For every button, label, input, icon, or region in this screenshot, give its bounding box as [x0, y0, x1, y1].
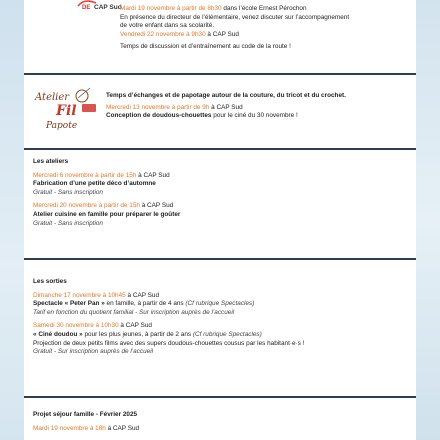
sortie-place: à CAP Sud	[125, 291, 160, 299]
ateliers-section	[24, 158, 425, 228]
item-title: Atelier cuisine en famille pour préparer le goûter	[33, 210, 181, 218]
item-note: Gratuit - Sans inscription	[33, 219, 103, 227]
event-date: Mardi 19 novembre à partir de 8h30	[120, 5, 222, 12]
item-note: Gratuit - Sans inscription	[33, 188, 103, 196]
section-heading: Les ateliers	[33, 158, 69, 165]
item-date: Mercredi 6 novembre à partir de 15h	[33, 171, 137, 179]
event-date: Vendredi 22 novembre à 9h30	[120, 30, 206, 38]
sortie-date: Dimanche 17 novembre à 10h45	[33, 291, 126, 299]
atelier-title: Temps d’échanges et de papotage autour de la couture, du tricot et du crochet.	[106, 92, 346, 99]
divider	[24, 396, 416, 398]
svg-text:Atelier: Atelier	[35, 92, 70, 103]
section-heading: Projet séjour famille - Février 2025	[33, 411, 138, 418]
sortie-desc: en famille, à partir de 4 ans	[104, 300, 184, 308]
divider	[24, 258, 416, 260]
projet-date-line	[33, 425, 425, 434]
atelier-place: à CAP Sud	[209, 103, 243, 111]
item-date: Mercredi 20 novembre à partir de 15h	[33, 202, 140, 210]
projet-section	[24, 411, 425, 433]
background-left-panel	[0, 0, 24, 440]
projet-date: Mardi 19 novembre à 18h	[33, 424, 106, 432]
sorties-section	[24, 278, 425, 357]
document-page	[24, 0, 416, 440]
top-event-block	[24, 5, 416, 52]
svg-text:Fil: Fil	[56, 103, 77, 119]
atelier-desc-rest: pour le ciné du 30 novembre !	[211, 112, 298, 120]
event-description-cont: de votre enfant dans sa scolarité.	[120, 22, 215, 30]
event-description: Temps de discussion et d’entraînement au code de la route !	[120, 43, 291, 51]
sortie-note: Tarif en fonction du quotient familial - Sur inscription auprès de l’accueil	[33, 308, 235, 316]
section-heading: Les sorties	[33, 278, 67, 285]
sortie-desc2: Projection de deux petits films avec des supers doudous-chouettes cousus par les habitant·e·s !	[33, 339, 305, 347]
sortie-date-line	[33, 292, 425, 301]
sortie-desc: pour les plus jeunes, à partir de 2 ans	[82, 330, 192, 338]
event-place: dans l’école Ernest Pérochon	[221, 5, 307, 12]
event-description: En présence du directeur de l’élémentaire, venez discuter sur l’accompagnement	[120, 13, 350, 21]
event-line-1	[24, 5, 416, 14]
svg-text:CAP Sud: CAP Sud	[94, 4, 122, 11]
item-date-line	[33, 202, 425, 211]
event-line-2	[24, 31, 416, 40]
item-place: à CAP Sud	[136, 171, 170, 179]
item-place: à CAP Sud	[139, 202, 174, 210]
sortie-date-line	[33, 322, 425, 331]
sortie-title: Spectacle « Peter Pan »	[33, 300, 105, 308]
sortie-ref: (Cf rubrique Spectacles)	[183, 300, 255, 308]
item-title: Fabrication d’une petite déco d’automne	[33, 180, 156, 188]
event-place: à CAP Sud	[205, 30, 239, 38]
sortie-ref: (Cf rubrique Spectacles)	[191, 330, 262, 338]
atelier-desc-bold: Conception de doudous-chouettes	[106, 112, 212, 120]
atelier-description	[24, 112, 416, 121]
sortie-title-line	[33, 300, 425, 309]
sortie-note: Gratuit - Sur inscription auprès de l’accueil	[33, 348, 154, 356]
atelier-date-line	[24, 104, 416, 113]
projet-place: à CAP Sud	[105, 424, 140, 432]
atelier-fil-papote-block	[24, 92, 416, 121]
sortie-title: « Ciné doudou »	[33, 330, 83, 338]
sortie-place: à CAP Sud	[118, 322, 152, 330]
item-date-line	[33, 172, 425, 181]
sortie-date: Samedi 30 novembre à 10h30	[33, 322, 119, 330]
divider	[24, 73, 416, 75]
atelier-date: Mercredi 13 novembre à partir de 9h	[106, 103, 210, 111]
svg-text:DE: DE	[82, 5, 91, 11]
sortie-title-line	[33, 331, 425, 340]
divider	[24, 148, 416, 150]
svg-text:Papote: Papote	[46, 121, 78, 131]
